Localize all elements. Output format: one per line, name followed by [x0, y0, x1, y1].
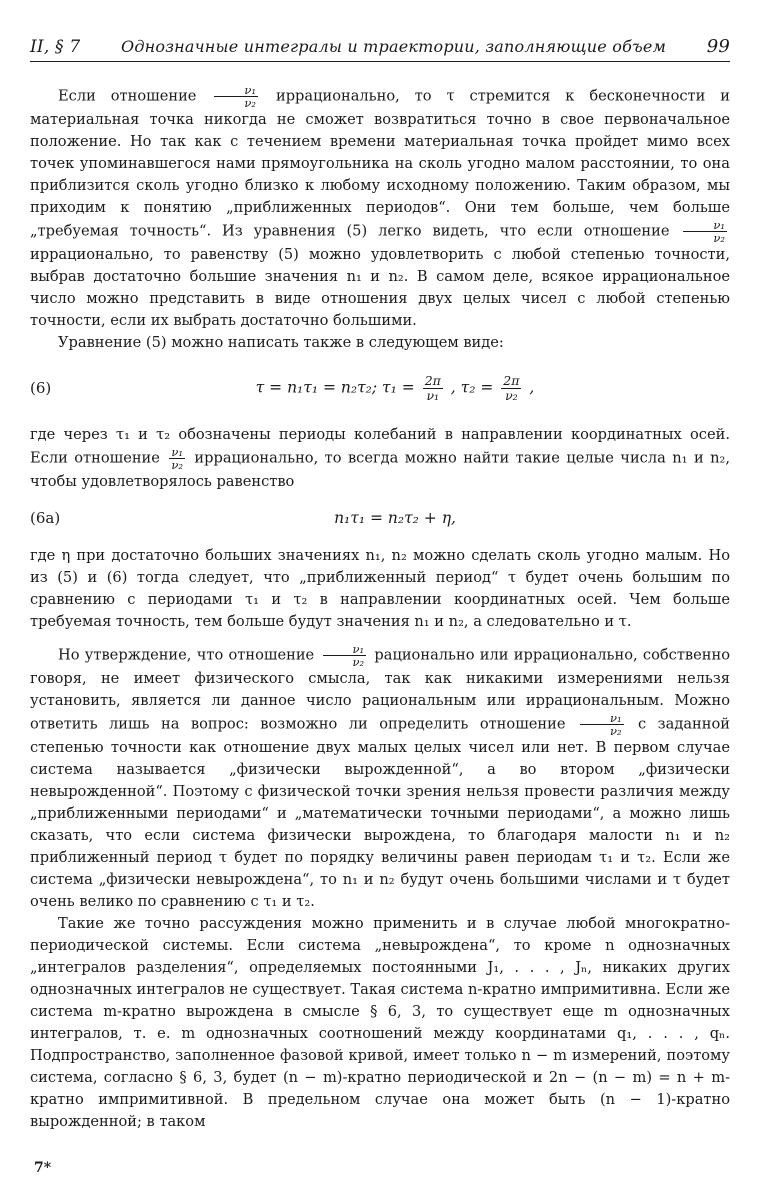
equation-label: (6) — [30, 379, 52, 397]
fraction-nu1-nu2: $\frac{\text{ν₁}}{\text{ν₂}}$ — [580, 712, 624, 737]
running-head — [30, 36, 730, 62]
fraction-nu1-nu2: $\frac{\text{ν₁}}{\text{ν₂}}$ — [214, 84, 258, 109]
paragraph-4: где η при достаточно больших значениях n₁, n₂ можно сделать сколь угодно малым. Но из (5) и (6) тогда следует, что „приближенный период“ τ будет очень большим по сравнению с периодами τ₁ и τ₂ в направлении координатных осей. Чем больше требуемая точность, тем больше будут значения n₁ и n₂, а следовательно и τ. — [30, 547, 730, 630]
paragraph-2: Уравнение (5) можно написать также в следующем виде: — [58, 334, 504, 351]
signature-mark: 7* — [34, 1160, 52, 1176]
equation-body: τ = n₁τ₁ = n₂τ₂; τ₁ = $\frac{2\pi}{\text{ν₁}}$ , τ₂ = $\frac{2\pi}{\text{ν₂}}$ , — [255, 372, 535, 403]
page — [30, 36, 730, 1133]
fraction-nu1-nu2: $\frac{\text{ν₁}}{\text{ν₂}}$ — [323, 643, 367, 668]
fraction-2pi-nu1: $\frac{2\pi}{\text{ν₁}}$ — [424, 372, 441, 403]
fraction-2pi-nu2: $\frac{2\pi}{\text{ν₂}}$ — [503, 372, 520, 403]
equation-body: n₁τ₁ = n₂τ₂ + η, — [334, 509, 456, 527]
paragraph-6: Такие же точно рассуждения можно применить и в случае любой многократно-периодической системы. Если система „невырождена“, то кроме n однозначных „интегралов разделения“, определяемых постоянными J₁, . . . , Jₙ, никаких других однозначных интегралов не существует. Такая система n-кратно импримитивна. Если же система m-кратно вырождена в смысле § 6, 3, то существует еще m однозначных интегралов, т. е. m однозначных соотношений между координатами q₁, . . . , qₙ. Подпространство, заполненное фазовой кривой, имеет только n − m измерений, поэтому система, согласно § 6, 3, будет (n − m)-кратно периодической и 2n − (n − m) = n + m-кратно импримитивной. В предельном случае она может быть (n − 1)-кратно вырожденной; в таком — [30, 915, 730, 1130]
equation-6a — [30, 503, 730, 533]
fraction-nu1-nu2: $\frac{\text{ν₁}}{\text{ν₂}}$ — [683, 219, 727, 244]
equation-6 — [30, 368, 730, 408]
paragraph-3: где через τ₁ и τ₂ обозначены периоды колебаний в направлении координатных осей. Если отношение $\frac{\text{ν₁}}{\text{ν₂}}$ иррационально, то всегда можно найти такие целые числа n₁ и n₂, чтобы удовлетворялось равенство — [30, 426, 730, 490]
chapter-title: Однозначные интегралы и траектории, заполняющие объем — [121, 37, 667, 56]
equation-label: (6а) — [30, 509, 61, 527]
fraction-nu1-nu2: $\frac{\text{ν₁}}{\text{ν₂}}$ — [171, 445, 183, 472]
paragraph-1: Если отношение $\frac{\text{ν₁}}{\text{ν₂}}$ иррационально, то τ стремится к бесконечности и материальная точка никогда не сможет возвратиться точно в свое первоначальное положение. Но так как с течением времени материальная точка пройдет мимо всех точек упоминавшегося нами прямоугольника на сколь угодно малом расстоянии, то она приблизится сколь угодно близко к любому исходному положению. Таким образом, мы приходим к понятию „приближенных периодов“. Они тем больше, чем больше „требуемая точность“. Из уравнения (5) легко видеть, что если отношение $\frac{\text{ν₁}}{\text{ν₂}}$ иррационально, то равенству (5) можно удовлетворить с любой степенью точности, выбрав достаточно большие значения n₁ и n₂. В самом деле, всякое иррациональное число можно представить в виде отношения двух целых чисел с любой степенью точности, если их выбрать достаточно большими. — [30, 83, 731, 329]
page-number: 99 — [706, 36, 730, 57]
body-text — [30, 84, 730, 1133]
section-ref: II, § 7 — [30, 37, 81, 57]
paragraph-5: Но утверждение, что отношение $\frac{\text{ν₁}}{\text{ν₂}}$ рационально или иррационально, собственно говоря, не имеет физического смысла, так как никакими измерениями нельзя установить, является ли данное число рациональным или иррациональным. Можно ответить лишь на вопрос: возможно ли определить отношение $\frac{\text{ν₁}}{\text{ν₂}}$ с заданной степенью точности как отношение двух малых целых чисел или нет. В первом случае система называется „физически вырожденной“, а во втором „физически невырожденной“. Поэтому с физической точки зрения нельзя провести различия между „приближенными периодами“ и „математически точными периодами“, а можно лишь сказать, что если система физически вырождена, то благодаря малости n₁ и n₂ приближенный период τ будет по порядку величины равен периодам τ₁ и τ₂. Если же система „физически невырождена“, то n₁ и n₂ будут очень большими числами и τ будет очень велико по сравнению с τ₁ и τ₂. — [30, 642, 730, 910]
